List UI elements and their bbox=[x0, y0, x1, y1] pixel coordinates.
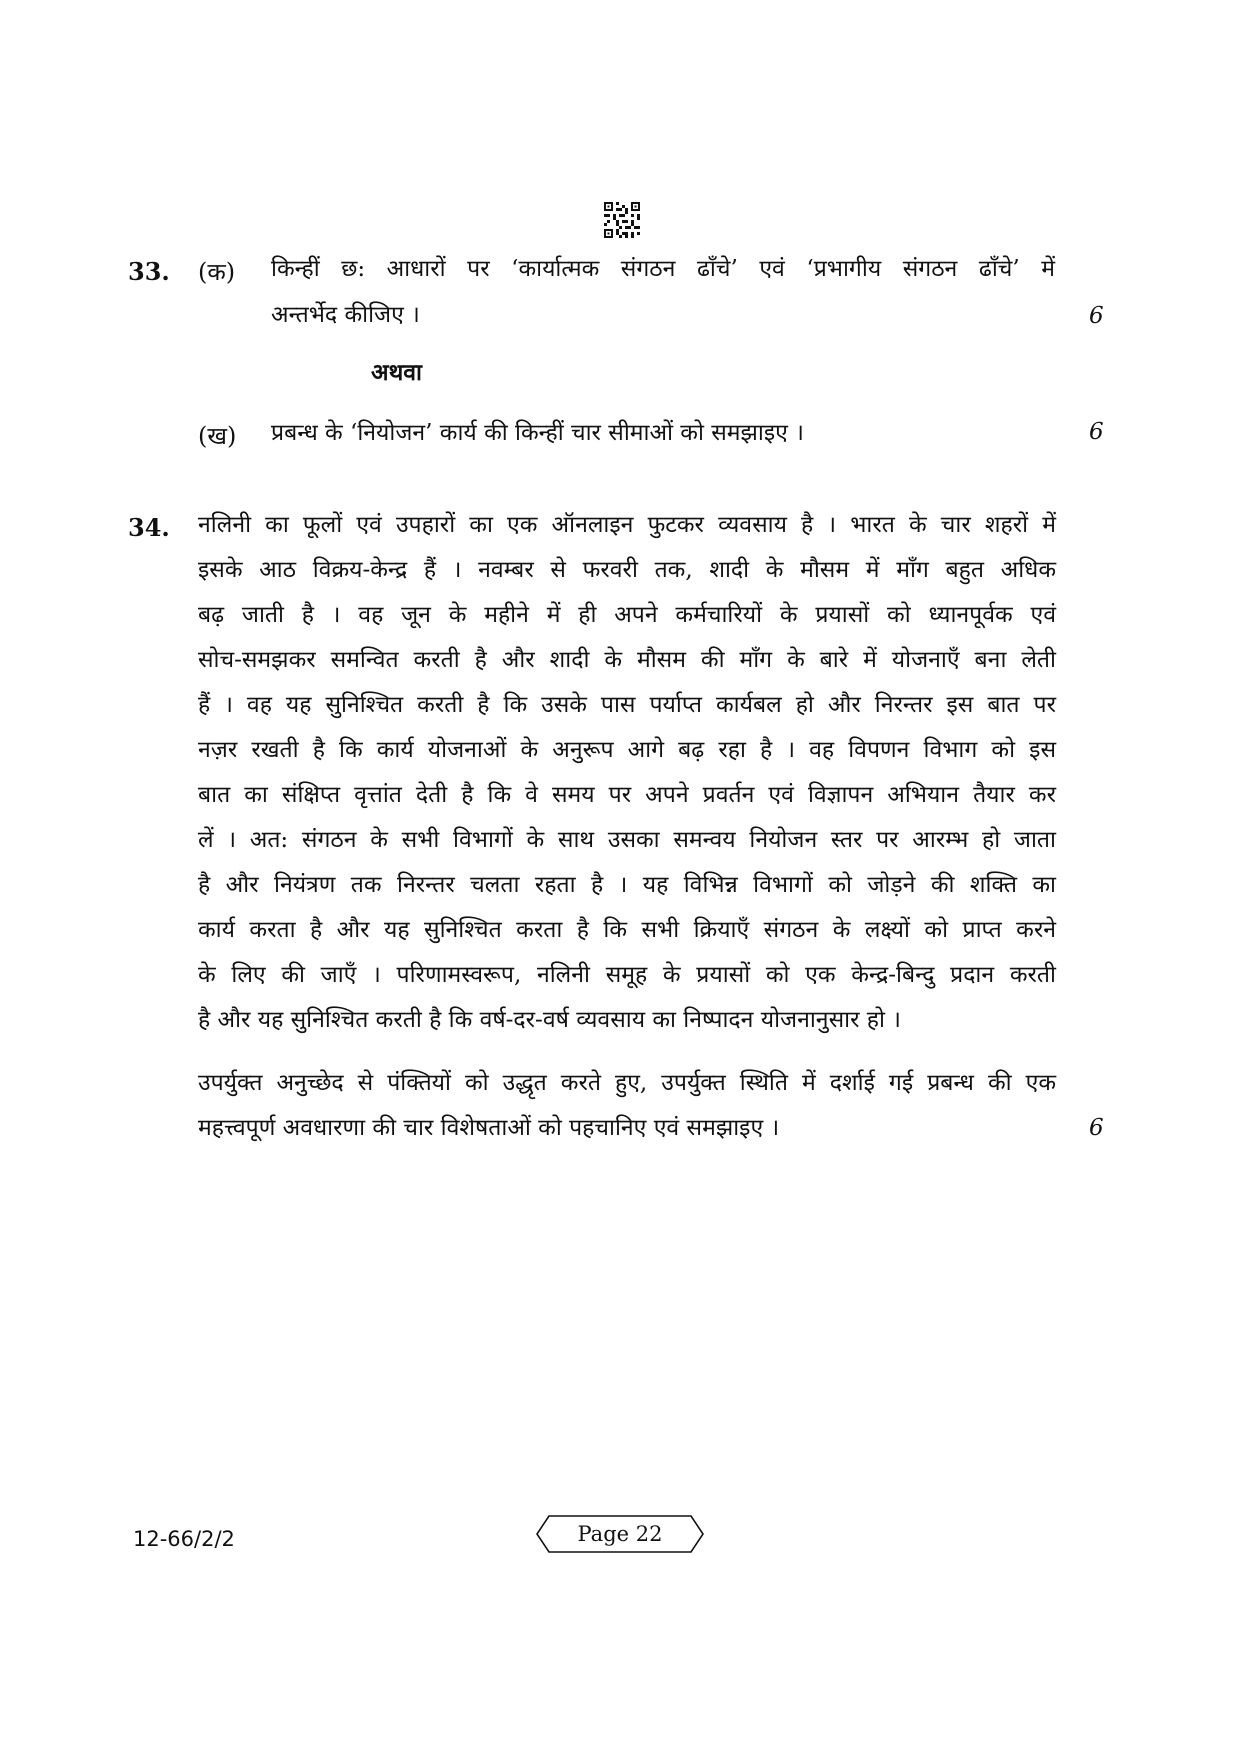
page-number-badge bbox=[535, 1514, 705, 1554]
prompt-line: महत्त्वपूर्ण अवधारणा की चार विशेषताओं को पहचानिए एवं समझाइए । bbox=[198, 1115, 780, 1141]
passage-line: नलिनी का फूलों एवं उपहारों का एक ऑनलाइन फुटकर व्यवसाय है । भारत के चार शहरों में bbox=[198, 512, 1056, 538]
question-33b-text bbox=[271, 410, 1055, 456]
passage-line: सोच-समझकर समन्वित करती है और शादी के मौसम की माँग के बारे में योजनाएँ बना लेती bbox=[198, 647, 1056, 673]
question-33a-marks: 6 bbox=[1089, 303, 1104, 329]
question-34-prompt bbox=[198, 1061, 1056, 1151]
question-33a-line-2: अन्तर्भेद कीजिए । bbox=[271, 302, 420, 328]
or-divider-text: अथवा bbox=[371, 359, 423, 386]
passage-line: बात का संक्षिप्त वृत्तांत देती है कि वे समय पर अपने प्रवर्तन एवं विज्ञापन अभियान तैयार कर bbox=[198, 782, 1056, 808]
question-33a-text bbox=[271, 246, 1055, 338]
passage-line: के लिए की जाएँ । परिणामस्वरूप, नलिनी समूह के प्रयासों को एक केन्द्र-बिन्दु प्रदान करती bbox=[198, 962, 1056, 988]
question-33b-marks: 6 bbox=[1089, 419, 1104, 445]
passage-line: लें । अत: संगठन के सभी विभागों के साथ उसका समन्वय नियोजन स्तर पर आरम्भ हो जाता bbox=[198, 827, 1056, 853]
passage-line: कार्य करता है और यह सुनिश्चित करता है कि सभी क्रियाएँ संगठन के लक्ष्यों को प्राप्त करने bbox=[198, 917, 1056, 943]
qr-code-icon bbox=[604, 202, 640, 238]
question-34-passage bbox=[198, 503, 1056, 1043]
passage-line: है और नियंत्रण तक निरन्तर चलता रहता है । यह विभिन्न विभागों को जोड़ने की शक्ति का bbox=[198, 872, 1056, 898]
passage-line: इसके आठ विक्रय-केन्द्र हैं । नवम्बर से फरवरी तक, शादी के मौसम में माँग बहुत अधिक bbox=[198, 557, 1056, 583]
question-33b-label: (ख) bbox=[198, 422, 237, 450]
question-33a-label: (क) bbox=[198, 258, 236, 286]
question-34-number: 34. bbox=[128, 513, 170, 542]
paper-code: 12-66/2/2 bbox=[133, 1527, 235, 1551]
question-33-number: 33. bbox=[128, 257, 170, 286]
question-34-marks: 6 bbox=[1089, 1115, 1104, 1141]
passage-line: हैं । वह यह सुनिश्चित करती है कि उसके पास पर्याप्त कार्यबल हो और निरन्तर इस बात पर bbox=[198, 692, 1056, 718]
passage-line: नज़र रखती है कि कार्य योजनाओं के अनुरूप आगे बढ़ रहा है । वह विपणन विभाग को इस bbox=[198, 737, 1056, 763]
page-number-label: Page 22 bbox=[577, 1522, 663, 1546]
question-33a-line-1: किन्हीं छ: आधारों पर ‘कार्यात्मक संगठन ढाँचे’ एवं ‘प्रभागीय संगठन ढाँचे’ में bbox=[271, 256, 1055, 282]
passage-line: बढ़ जाती है । वह जून के महीने में ही अपने कर्मचारियों के प्रयासों को ध्यानपूर्वक एवं bbox=[198, 602, 1056, 628]
question-33b-line: प्रबन्ध के ‘नियोजन’ कार्य की किन्हीं चार सीमाओं को समझाइए । bbox=[271, 420, 804, 446]
prompt-line: उपर्युक्त अनुच्छेद से पंक्तियों को उद्धृत करते हुए, उपर्युक्त स्थिति में दर्शाई गई प्रबन्ध की एक bbox=[198, 1070, 1056, 1096]
passage-line: है और यह सुनिश्चित करती है कि वर्ष-दर-वर्ष व्यवसाय का निष्पादन योजनानुसार हो । bbox=[198, 1007, 901, 1033]
